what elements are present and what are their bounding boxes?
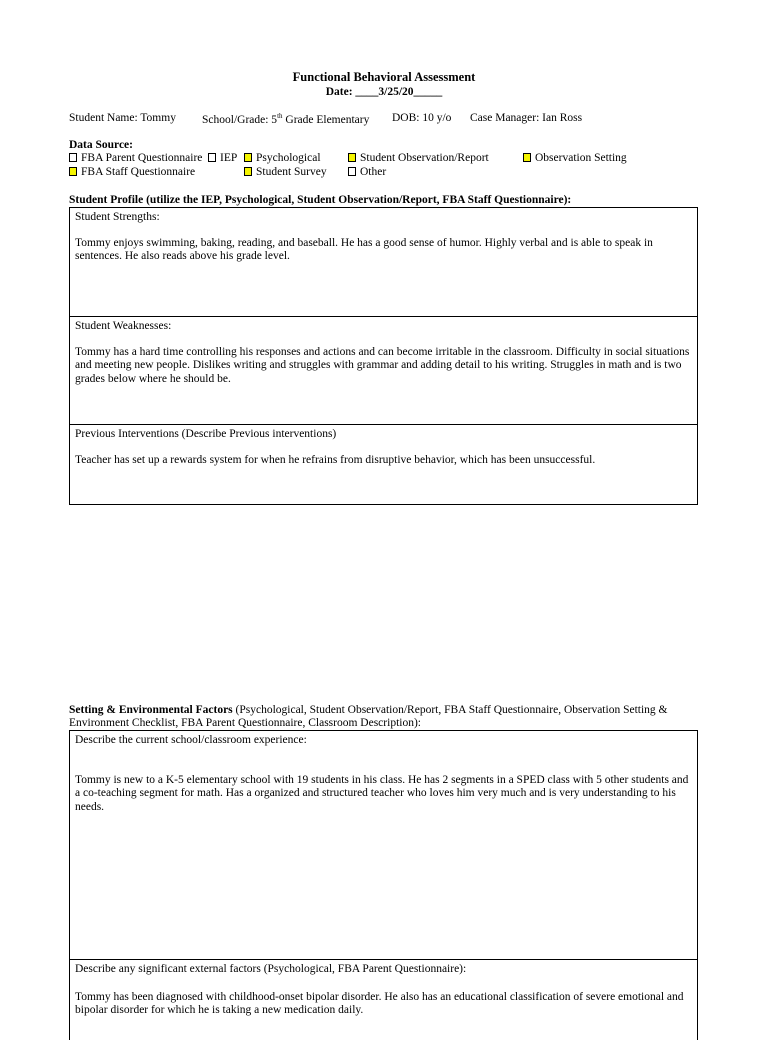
option-iep[interactable]	[208, 152, 237, 164]
strengths-text: Tommy enjoys swimming, baking, reading, and baseball. He has a good sense of humor. Highly verbal and is able to speak in sentences. He also reads above his grade level.	[75, 236, 653, 262]
option-other[interactable]	[348, 166, 386, 178]
checkbox-highlighted-icon[interactable]	[244, 153, 252, 162]
school-grade-ordinal: th	[277, 112, 283, 120]
checkbox-icon[interactable]	[348, 167, 356, 176]
external-factors-cell[interactable]	[70, 959, 697, 1049]
option-fba-staff-questionnaire[interactable]	[69, 166, 195, 178]
option-label: FBA Parent Questionnaire	[81, 152, 203, 164]
setting-heading	[69, 704, 699, 730]
weaknesses-text: Tommy has a hard time controlling his responses and actions and can become irritable in the classroom. Difficulty in social situations and meeting new people. Dislikes writing and struggles with grammar and adding detail to his writing. Struggles in math and is two grades below where he should be.	[75, 345, 690, 385]
option-label: Psychological	[256, 152, 321, 164]
classroom-experience-label: Describe the current school/classroom experience:	[75, 734, 307, 746]
classroom-experience-cell[interactable]	[70, 731, 697, 959]
case-manager: Case Manager: Ian Ross	[470, 112, 583, 124]
student-profile-heading: Student Profile (utilize the IEP, Psychological, Student Observation/Report, FBA Staff Questionnaire):	[69, 194, 572, 206]
external-factors-text: Tommy has been diagnosed with childhood-onset bipolar disorder. He also has an educational classification of severe emotional and bipolar disorder for which he is taking a new medication daily.	[75, 990, 684, 1016]
option-student-survey[interactable]	[244, 166, 327, 178]
weaknesses-cell[interactable]	[70, 316, 697, 424]
school-grade-suffix: Grade Elementary	[282, 113, 370, 126]
option-fba-parent-questionnaire[interactable]	[69, 152, 202, 164]
option-label: Other	[360, 166, 387, 178]
data-source-label: Data Source:	[69, 139, 133, 151]
checkbox-icon[interactable]	[208, 153, 216, 162]
checkbox-highlighted-icon[interactable]	[523, 153, 531, 162]
student-name: Student Name: Tommy	[69, 112, 176, 124]
checkbox-highlighted-icon[interactable]	[348, 153, 356, 162]
checkbox-icon[interactable]	[69, 153, 77, 162]
option-student-observation-report[interactable]	[348, 152, 489, 164]
school-grade-prefix: School/Grade: 5	[202, 113, 278, 126]
weaknesses-label: Student Weaknesses:	[75, 320, 172, 332]
strengths-label: Student Strengths:	[75, 211, 160, 223]
option-observation-setting[interactable]	[523, 152, 627, 164]
checkbox-highlighted-icon[interactable]	[69, 167, 77, 176]
checkbox-highlighted-icon[interactable]	[244, 167, 252, 176]
assessment-date: Date: ____3/25/20_____	[325, 86, 443, 98]
interventions-cell[interactable]	[70, 424, 697, 504]
option-label: Student Observation/Report	[360, 152, 489, 164]
option-psychological[interactable]	[244, 152, 321, 164]
interventions-label: Previous Interventions (Describe Previous interventions)	[75, 428, 337, 440]
strengths-cell[interactable]	[70, 208, 697, 316]
dob: DOB: 10 y/o	[392, 112, 452, 124]
setting-heading-title: Setting & Environmental Factors	[69, 704, 233, 716]
option-label: Observation Setting	[535, 152, 627, 164]
setting-heading-sources: (Psychological, Student Observation/Report, FBA Staff Questionnaire, Observation Setting & Environment Checklist, FBA Parent Questionnaire, Classroom Description):	[69, 704, 668, 729]
classroom-experience-text: Tommy is new to a K-5 elementary school with 19 students in his class. He has 2 segments in a SPED class with 5 other students and a co-teaching segment for math. Has a organized and structured teacher who loves him very much and is very understanding to his needs.	[75, 773, 689, 813]
external-factors-label: Describe any significant external factors (Psychological, FBA Parent Questionnaire):	[75, 963, 467, 975]
option-label: Student Survey	[256, 166, 327, 178]
setting-table	[69, 730, 698, 1040]
school-grade	[202, 112, 369, 126]
option-label: FBA Staff Questionnaire	[81, 166, 196, 178]
interventions-text: Teacher has set up a rewards system for when he refrains from disruptive behavior, which has been unsuccessful.	[75, 453, 596, 466]
student-profile-table	[69, 207, 698, 505]
document-title: Functional Behavioral Assessment	[292, 70, 476, 84]
option-label: IEP	[220, 152, 238, 164]
